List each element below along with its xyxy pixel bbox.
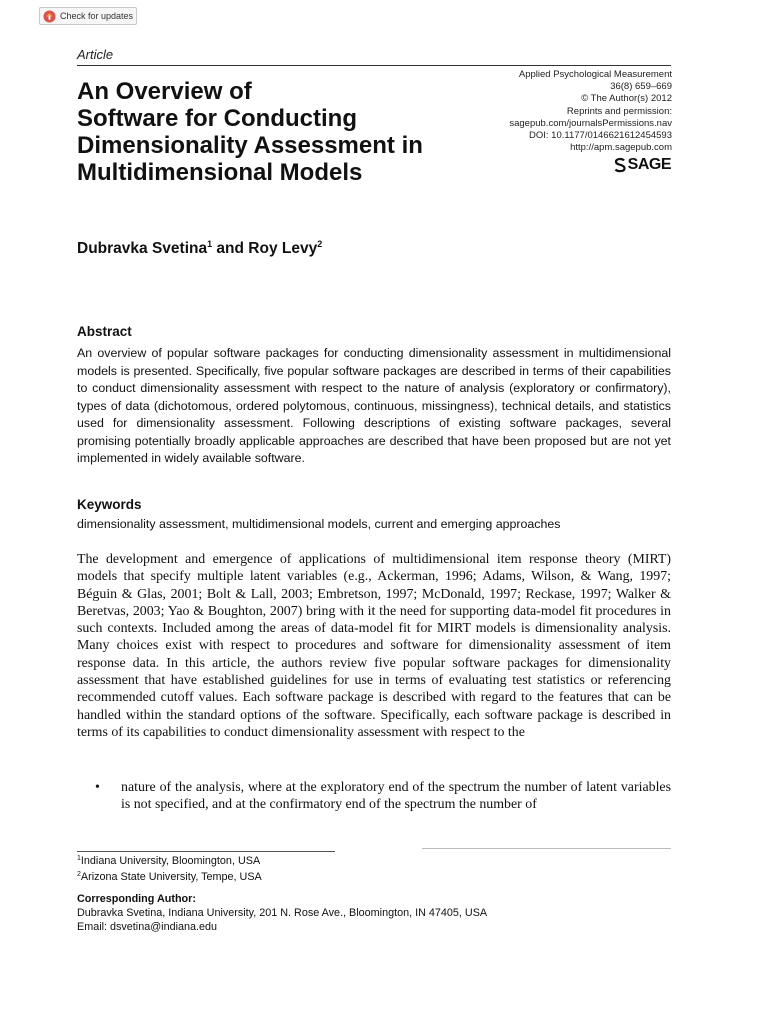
journal-name: Applied Psychological Measurement xyxy=(518,69,672,80)
check-for-updates-button[interactable] xyxy=(39,7,137,25)
keywords-heading: Keywords xyxy=(77,497,142,512)
publisher-name: SAGE xyxy=(627,156,671,173)
journal-permissions-link[interactable]: sagepub.com/journalsPermissions.nav xyxy=(509,117,672,129)
corresponding-author-address: Dubravka Svetina, Indiana University, 201 N. Rose Ave., Bloomington, IN 47405, USA xyxy=(77,907,488,919)
header-rule xyxy=(77,65,671,66)
journal-copyright: © The Author(s) 2012 xyxy=(581,93,672,105)
affiliation-text: Arizona State University, Tempe, USA xyxy=(80,871,262,883)
affiliation-2 xyxy=(77,868,262,884)
corresponding-author-heading: Corresponding Author: xyxy=(77,893,196,905)
body-paragraph: The development and emergence of applications of multidimensional item response theory (MIRT) models that specify multiple latent variables (e.g., Ackerman, 1996; Adams, Wilson, & Wang, 1997; Béguin & Glas, 2001; Bolt & Lall, 2003; Embretson, 1997; McDonald, 1997; Reckase, 1997; Walker & Beretvas, 2003; Yao & Boughton, 2007) bring with it the need for supporting data-model fit procedures in such contexts. Included among the areas of data-model fit for MIRT models is dimensionality analysis. Many choices exist with respect to procedures and software for dimensionality assessment of item response data. In this article, the authors review five popular software packages for dimensionality assessment that have established guidelines for use in terms of evaluating test statistics or referencing recommended cutoff values. Each software package is described with regard to the features that can be handled within the standard options of the software. Specifically, each software package is described in terms of its capabilities to conduct dimensionality assessment with respect to the xyxy=(77,552,671,740)
author-connector: and xyxy=(212,240,249,257)
bullet-marker: • xyxy=(95,780,100,795)
check-for-updates-label: Check for updates xyxy=(60,11,134,21)
author-list xyxy=(77,239,322,258)
affiliation-number: 2 xyxy=(77,871,81,878)
title-line: An Overview of xyxy=(77,78,252,105)
journal-url[interactable]: http://apm.sagepub.com xyxy=(570,142,672,154)
abstract-text: An overview of popular software packages for conducting dimensionality assessment in multidimensional models is presented. Specifically, five popular software packages are described in terms of their capabilities to conduct dimensionality assessment with respect to the nature of analysis (exploratory or confirmatory), types of data (dichotomous, ordered polytomous, continuous, missingness), technical details, and statistics used for dimensionality assessment. Following descriptions of existing software packages, several promising potentially broadly applicable approaches are described that have been proposed but are not yet implemented in widely available software. xyxy=(77,346,671,465)
author-name: Dubravka Svetina xyxy=(77,240,208,257)
author-name: Roy Levy xyxy=(248,240,318,257)
check-for-updates-icon xyxy=(43,10,56,23)
journal-volume: 36(8) 659–669 xyxy=(610,81,672,93)
affiliation-text: Indiana University, Bloomington, USA xyxy=(80,855,261,867)
journal-info xyxy=(509,69,672,154)
affiliation-number: 1 xyxy=(77,855,81,862)
article-type-label: Article xyxy=(77,47,114,62)
title-line: Software for Conducting xyxy=(77,105,357,132)
affiliation-1 xyxy=(77,852,262,868)
sage-logo xyxy=(613,156,671,174)
title-line: Dimensionality Assessment in xyxy=(77,132,423,159)
journal-reprints: Reprints and permission: xyxy=(566,105,672,117)
affiliations xyxy=(77,852,262,884)
sage-s-icon xyxy=(613,157,627,173)
journal-doi[interactable]: DOI: 10.1177/0146621612454593 xyxy=(529,130,672,142)
keywords-text: dimensionality assessment, multidimensional models, current and emerging approaches xyxy=(77,517,561,531)
article-title xyxy=(77,78,497,186)
affiliation-marker: 2 xyxy=(317,239,323,249)
footnote-rule-secondary xyxy=(422,848,671,849)
bullet-text: nature of the analysis, where at the exploratory end of the spectrum the number of latent variables is not specified, and at the confirmatory end of the spectrum the number of xyxy=(121,780,671,813)
abstract-heading: Abstract xyxy=(77,324,132,339)
bullet-item xyxy=(77,779,671,814)
corresponding-author-email[interactable]: Email: dsvetina@indiana.edu xyxy=(77,921,218,933)
title-line: Multidimensional Models xyxy=(77,159,363,186)
affiliation-marker: 1 xyxy=(207,239,213,249)
corresponding-author xyxy=(77,892,487,934)
